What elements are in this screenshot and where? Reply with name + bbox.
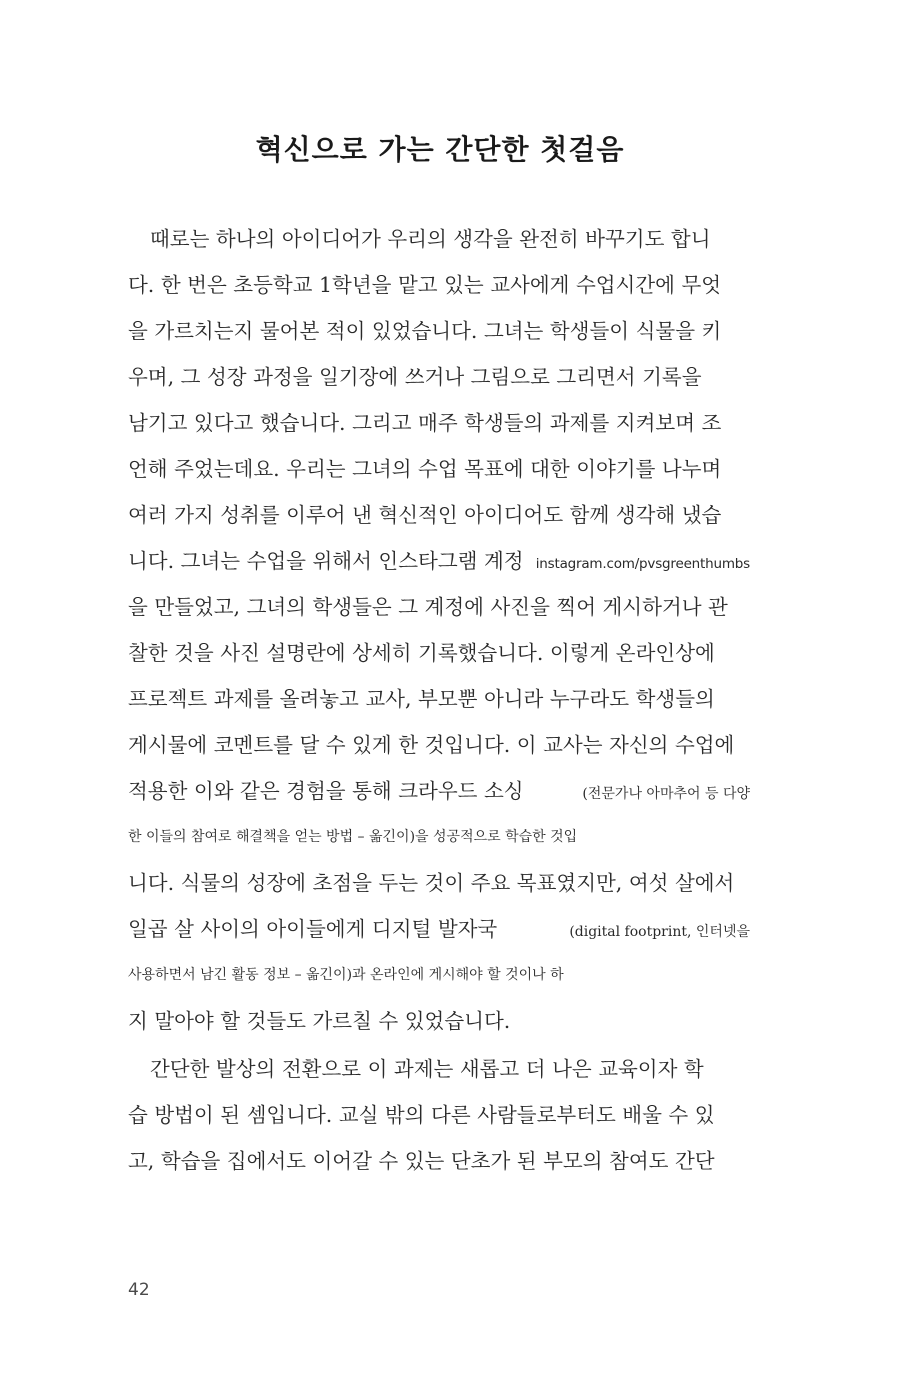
text-line [128,952,750,998]
instagram-url: instagram.com/pvsgreenthumbs [535,556,750,572]
line-text: 다. 한 번은 초등학교 1학년을 맡고 있는 교사에게 수업시간에 무엇 [128,273,722,297]
text-line [128,906,750,952]
line-text: 지 말아야 할 것들도 가르칠 수 있었습니다. [128,1009,511,1033]
line-text: 사용하면서 남긴 활동 정보 – 옮긴이)과 온라인에 게시해야 할 것이나 하 [128,967,564,983]
translator-note: (digital footprint, 인터넷을 [569,924,750,940]
line-text: 습 방법이 된 셈입니다. 교실 밖의 다른 사람들로부터도 배울 수 있 [128,1103,715,1127]
text-line [128,1046,750,1092]
line-text: 남기고 있다고 했습니다. 그리고 매주 학생들의 과제를 지켜보며 조 [128,411,722,435]
section-title: 혁신으로 가는 간단한 첫걸음 [255,133,625,166]
text-line [128,998,750,1044]
line-text: 찰한 것을 사진 설명란에 상세히 기록했습니다. 이렇게 온라인상에 [128,641,715,665]
line-text: 을 만들었고, 그녀의 학생들은 그 계정에 사진을 찍어 게시하거나 관 [128,595,728,619]
line-text: 여러 가지 성취를 이루어 낸 혁신적인 아이디어도 함께 생각해 냈습 [128,503,722,527]
line-text: 간단한 발상의 전환으로 이 과제는 새롭고 더 나은 교육이자 학 [150,1057,704,1081]
line-text: 한 이들의 참여로 해결책을 얻는 방법 – 옮긴이)을 성공적으로 학습한 것입 [128,829,578,845]
line-text: 우며, 그 성장 과정을 일기장에 쓰거나 그림으로 그리면서 기록을 [128,365,702,389]
text-line [128,768,750,814]
text-line [128,630,750,676]
text-line [128,354,750,400]
text-line [128,400,750,446]
line-text: 을 가르치는지 물어본 적이 있었습니다. 그녀는 학생들이 식물을 키 [128,319,722,343]
line-text: 일곱 살 사이의 아이들에게 디지털 발자국 [128,917,498,941]
text-line [128,722,750,768]
line-text: 프로젝트 과제를 올려놓고 교사, 부모뿐 아니라 누구라도 학생들의 [128,687,715,711]
page-number: 42 [128,1280,150,1300]
line-text: 고, 학습을 집에서도 이어갈 수 있는 단초가 된 부모의 참여도 간단 [128,1149,715,1173]
text-line [128,446,750,492]
line-text: 때로는 하나의 아이디어가 우리의 생각을 완전히 바꾸기도 합니 [150,227,711,251]
text-line [128,262,750,308]
text-line [128,492,750,538]
text-line [128,676,750,722]
text-line [128,814,750,860]
text-line [128,860,750,906]
line-text: 언해 주었는데요. 우리는 그녀의 수업 목표에 대한 이야기를 나누며 [128,457,722,481]
line-text: 니다. 식물의 성장에 초점을 두는 것이 주요 목표였지만, 여섯 살에서 [128,871,735,895]
text-line [128,538,750,584]
text-line [128,1138,750,1184]
line-text: 니다. 그녀는 수업을 위해서 인스타그램 계정 [128,549,524,573]
line-text: 적용한 이와 같은 경험을 통해 크라우드 소싱 [128,779,524,803]
text-line [128,584,750,630]
text-line [128,216,750,262]
text-line [128,308,750,354]
translator-note: (전문가나 아마추어 등 다양 [582,786,750,802]
body-text [128,216,750,1184]
text-line [128,1092,750,1138]
line-text: 게시물에 코멘트를 달 수 있게 한 것입니다. 이 교사는 자신의 수업에 [128,733,735,757]
